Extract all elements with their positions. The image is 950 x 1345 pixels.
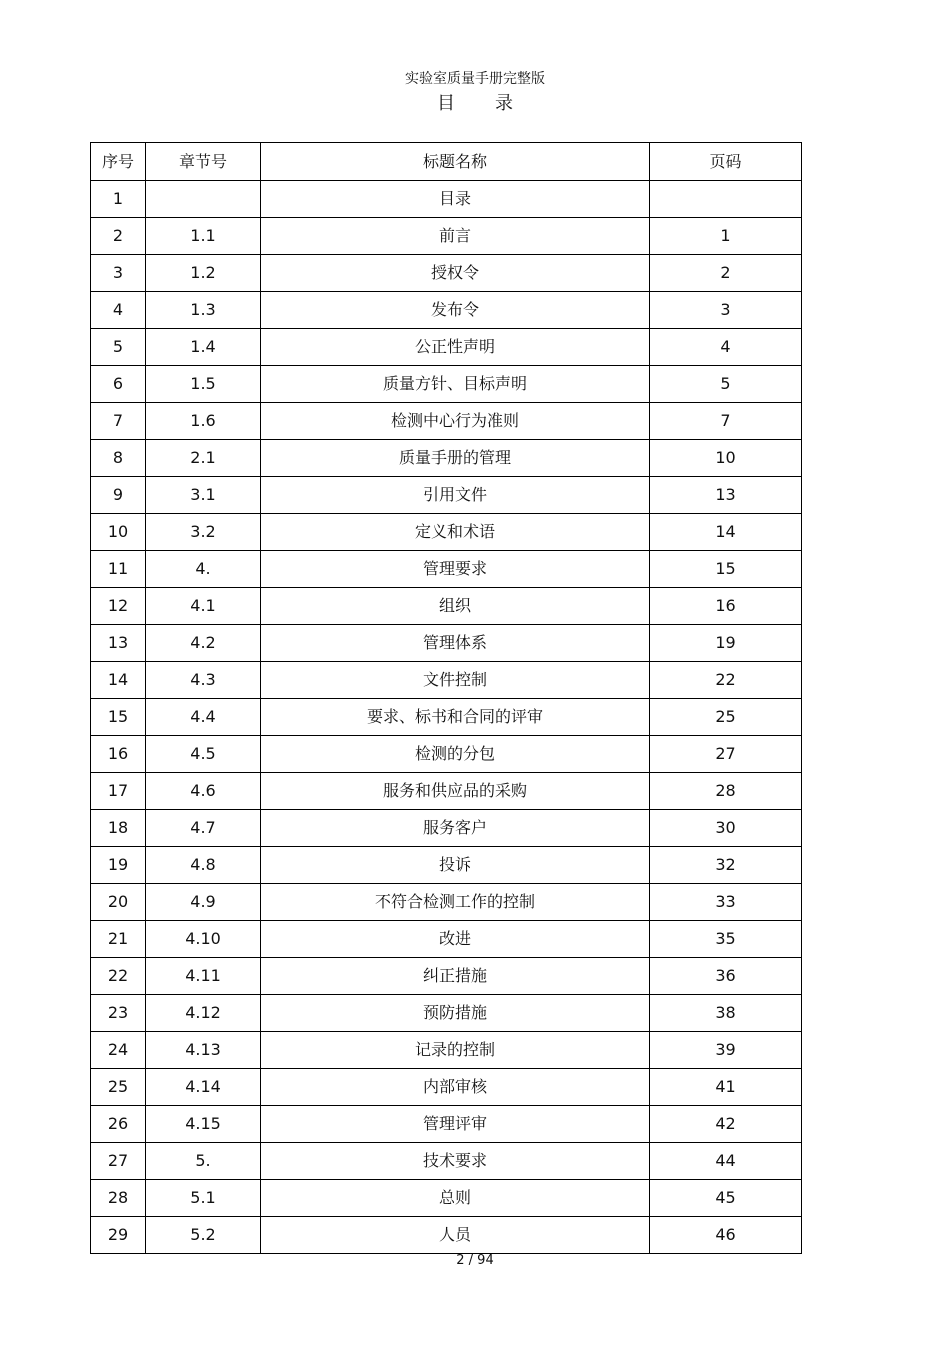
table-row — [91, 810, 802, 847]
cell-page: 1 — [650, 218, 802, 255]
cell-title: 管理体系 — [261, 625, 650, 662]
cell-chapter: 5. — [146, 1143, 261, 1180]
cell-seq: 15 — [91, 699, 146, 736]
cell-page: 10 — [650, 440, 802, 477]
cell-title: 管理评审 — [261, 1106, 650, 1143]
cell-page: 32 — [650, 847, 802, 884]
cell-seq: 12 — [91, 588, 146, 625]
cell-page: 36 — [650, 958, 802, 995]
cell-title: 引用文件 — [261, 477, 650, 514]
cell-page: 42 — [650, 1106, 802, 1143]
cell-seq: 17 — [91, 773, 146, 810]
cell-chapter: 1.5 — [146, 366, 261, 403]
cell-chapter: 1.6 — [146, 403, 261, 440]
table-row — [91, 958, 802, 995]
cell-page: 27 — [650, 736, 802, 773]
cell-seq: 27 — [91, 1143, 146, 1180]
cell-chapter: 4.4 — [146, 699, 261, 736]
cell-chapter: 4.10 — [146, 921, 261, 958]
cell-seq: 21 — [91, 921, 146, 958]
cell-seq: 29 — [91, 1217, 146, 1254]
table-row — [91, 181, 802, 218]
cell-chapter: 1.1 — [146, 218, 261, 255]
cell-chapter: 4.8 — [146, 847, 261, 884]
table-row — [91, 773, 802, 810]
cell-title: 定义和术语 — [261, 514, 650, 551]
table-row — [91, 329, 802, 366]
table-row — [91, 403, 802, 440]
cell-seq: 26 — [91, 1106, 146, 1143]
cell-page: 3 — [650, 292, 802, 329]
table-row — [91, 514, 802, 551]
cell-title: 纠正措施 — [261, 958, 650, 995]
cell-page: 5 — [650, 366, 802, 403]
cell-page: 7 — [650, 403, 802, 440]
cell-title: 目录 — [261, 181, 650, 218]
cell-seq: 20 — [91, 884, 146, 921]
cell-seq: 23 — [91, 995, 146, 1032]
toc-body — [91, 181, 802, 1254]
cell-chapter: 4.5 — [146, 736, 261, 773]
cell-title: 要求、标书和合同的评审 — [261, 699, 650, 736]
cell-page: 46 — [650, 1217, 802, 1254]
cell-page: 30 — [650, 810, 802, 847]
cell-page: 4 — [650, 329, 802, 366]
cell-title: 记录的控制 — [261, 1032, 650, 1069]
cell-chapter: 4.9 — [146, 884, 261, 921]
cell-chapter: 2.1 — [146, 440, 261, 477]
cell-chapter: 4. — [146, 551, 261, 588]
cell-page: 28 — [650, 773, 802, 810]
toc-table — [90, 142, 802, 1254]
cell-chapter: 1.3 — [146, 292, 261, 329]
table-row — [91, 292, 802, 329]
cell-chapter: 4.15 — [146, 1106, 261, 1143]
cell-seq: 4 — [91, 292, 146, 329]
table-row — [91, 884, 802, 921]
cell-seq: 22 — [91, 958, 146, 995]
cell-title: 管理要求 — [261, 551, 650, 588]
table-row — [91, 921, 802, 958]
cell-seq: 28 — [91, 1180, 146, 1217]
cell-title: 授权令 — [261, 255, 650, 292]
column-header-title: 标题名称 — [261, 143, 650, 181]
cell-seq: 2 — [91, 218, 146, 255]
cell-title: 内部审核 — [261, 1069, 650, 1106]
table-row — [91, 847, 802, 884]
toc-header-row — [91, 143, 802, 181]
cell-page: 2 — [650, 255, 802, 292]
cell-seq: 14 — [91, 662, 146, 699]
page-indicator: 2 / 94 — [456, 1253, 494, 1268]
cell-title: 服务和供应品的采购 — [261, 773, 650, 810]
cell-chapter: 5.2 — [146, 1217, 261, 1254]
cell-chapter: 4.1 — [146, 588, 261, 625]
document-title: 实验室质量手册完整版 — [405, 71, 545, 87]
cell-seq: 11 — [91, 551, 146, 588]
cell-chapter: 4.11 — [146, 958, 261, 995]
table-row — [91, 699, 802, 736]
cell-seq: 3 — [91, 255, 146, 292]
cell-chapter: 3.1 — [146, 477, 261, 514]
cell-title: 投诉 — [261, 847, 650, 884]
cell-seq: 13 — [91, 625, 146, 662]
cell-title: 前言 — [261, 218, 650, 255]
table-row — [91, 477, 802, 514]
table-row — [91, 995, 802, 1032]
table-row — [91, 736, 802, 773]
cell-page: 35 — [650, 921, 802, 958]
cell-chapter: 4.12 — [146, 995, 261, 1032]
table-row — [91, 218, 802, 255]
cell-seq: 6 — [91, 366, 146, 403]
table-row — [91, 662, 802, 699]
cell-seq: 24 — [91, 1032, 146, 1069]
cell-chapter: 4.2 — [146, 625, 261, 662]
cell-chapter: 4.6 — [146, 773, 261, 810]
cell-page: 22 — [650, 662, 802, 699]
table-row — [91, 255, 802, 292]
cell-page: 14 — [650, 514, 802, 551]
cell-title: 人员 — [261, 1217, 650, 1254]
cell-page: 33 — [650, 884, 802, 921]
cell-seq: 7 — [91, 403, 146, 440]
cell-page: 38 — [650, 995, 802, 1032]
table-row — [91, 1180, 802, 1217]
cell-page: 16 — [650, 588, 802, 625]
cell-page: 45 — [650, 1180, 802, 1217]
table-row — [91, 366, 802, 403]
cell-title: 质量方针、目标声明 — [261, 366, 650, 403]
cell-page: 19 — [650, 625, 802, 662]
cell-seq: 18 — [91, 810, 146, 847]
cell-title: 改进 — [261, 921, 650, 958]
table-row — [91, 1217, 802, 1254]
table-row — [91, 1032, 802, 1069]
cell-page: 15 — [650, 551, 802, 588]
column-header-page: 页码 — [650, 143, 802, 181]
cell-page: 41 — [650, 1069, 802, 1106]
cell-page: 25 — [650, 699, 802, 736]
table-row — [91, 1106, 802, 1143]
cell-chapter: 3.2 — [146, 514, 261, 551]
cell-seq: 8 — [91, 440, 146, 477]
column-header-seq: 序号 — [91, 143, 146, 181]
cell-chapter: 4.14 — [146, 1069, 261, 1106]
cell-title: 技术要求 — [261, 1143, 650, 1180]
cell-title: 总则 — [261, 1180, 650, 1217]
cell-page: 13 — [650, 477, 802, 514]
cell-chapter: 1.2 — [146, 255, 261, 292]
cell-title: 不符合检测工作的控制 — [261, 884, 650, 921]
cell-title: 组织 — [261, 588, 650, 625]
cell-chapter — [146, 181, 261, 218]
cell-seq: 19 — [91, 847, 146, 884]
cell-title: 文件控制 — [261, 662, 650, 699]
cell-chapter: 1.4 — [146, 329, 261, 366]
table-row — [91, 1069, 802, 1106]
table-row — [91, 551, 802, 588]
cell-seq: 25 — [91, 1069, 146, 1106]
cell-seq: 16 — [91, 736, 146, 773]
table-row — [91, 625, 802, 662]
cell-chapter: 4.7 — [146, 810, 261, 847]
cell-title: 检测的分包 — [261, 736, 650, 773]
table-row — [91, 1143, 802, 1180]
cell-title: 检测中心行为准则 — [261, 403, 650, 440]
cell-title: 发布令 — [261, 292, 650, 329]
toc-heading: 目录 — [437, 93, 553, 114]
cell-seq: 10 — [91, 514, 146, 551]
column-header-chapter: 章节号 — [146, 143, 261, 181]
table-row — [91, 440, 802, 477]
cell-title: 公正性声明 — [261, 329, 650, 366]
cell-page: 44 — [650, 1143, 802, 1180]
cell-title: 预防措施 — [261, 995, 650, 1032]
cell-seq: 1 — [91, 181, 146, 218]
cell-title: 质量手册的管理 — [261, 440, 650, 477]
cell-page — [650, 181, 802, 218]
cell-seq: 5 — [91, 329, 146, 366]
table-row — [91, 588, 802, 625]
cell-chapter: 4.13 — [146, 1032, 261, 1069]
cell-seq: 9 — [91, 477, 146, 514]
cell-page: 39 — [650, 1032, 802, 1069]
cell-chapter: 4.3 — [146, 662, 261, 699]
cell-chapter: 5.1 — [146, 1180, 261, 1217]
cell-title: 服务客户 — [261, 810, 650, 847]
